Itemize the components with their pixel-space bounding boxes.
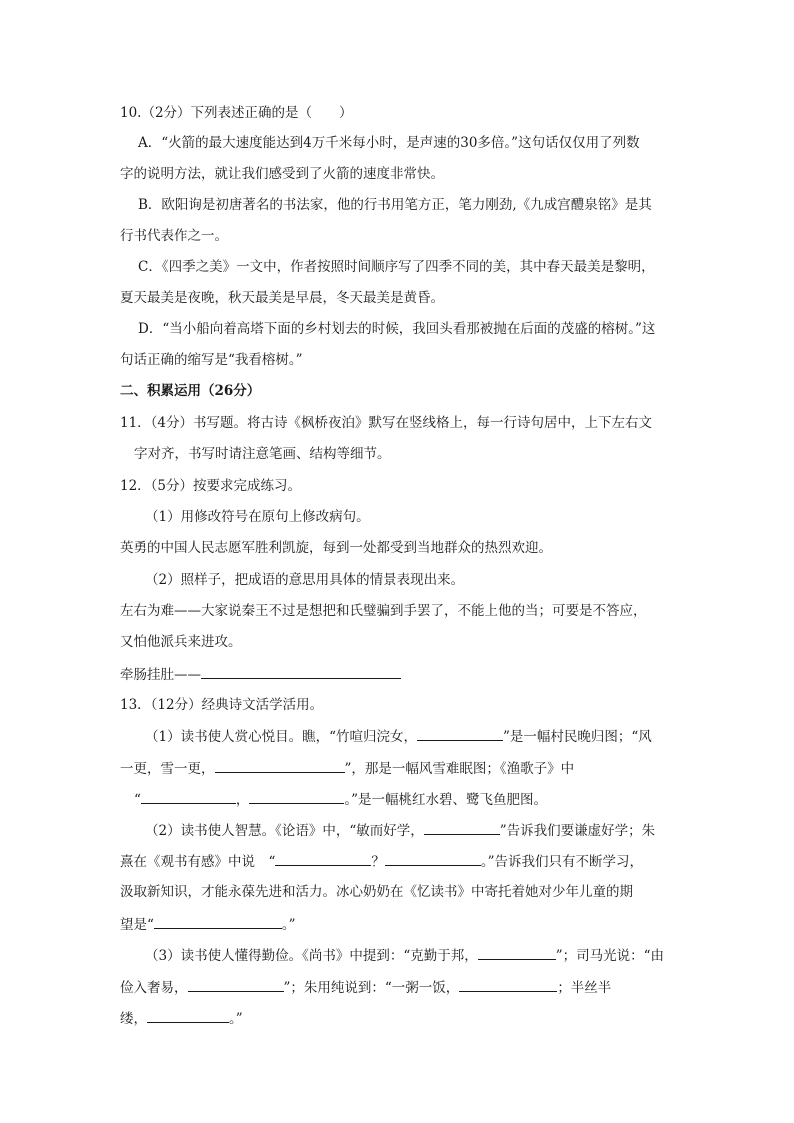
answer-blank[interactable] xyxy=(417,726,503,741)
answer-blank[interactable] xyxy=(147,1008,229,1023)
question-13-part3-line3 xyxy=(120,1008,243,1029)
answer-blank[interactable] xyxy=(478,945,556,960)
text-segment: ”；司马光说：“由 xyxy=(555,948,665,964)
option-d-line2: 句话正确的缩写是“我看榕树。” xyxy=(120,352,303,368)
text-segment: ”；朱用纯说到：“一粥一饭， xyxy=(283,980,460,996)
answer-blank[interactable] xyxy=(201,664,401,679)
question-10-stem: 10.（2分）下列表述正确的是（ ） xyxy=(120,105,353,121)
text-segment: 缕， xyxy=(120,1011,147,1027)
question-12-part1: （1）用修改符号在原句上修改病句。 xyxy=(145,509,370,525)
text-segment: 。” xyxy=(229,1011,243,1027)
answer-blank[interactable] xyxy=(215,758,345,773)
text-segment: 熹在《观书有感》中说 “ xyxy=(120,854,276,870)
question-12-task xyxy=(120,664,401,685)
answer-blank[interactable] xyxy=(275,851,371,866)
text-segment: 。” xyxy=(281,917,296,933)
question-13-part1-line3 xyxy=(134,789,547,810)
question-12-sentence: 英勇的中国人民志愿军胜利凯旋，每到一处都受到当地群众的热烈欢迎。 xyxy=(120,540,552,556)
option-b-line2: 行书代表作之一。 xyxy=(120,228,228,244)
question-13-part3-line1 xyxy=(145,945,664,966)
question-12-stem: 12．（5分）按要求完成练习。 xyxy=(120,478,302,494)
text-segment: 。”告诉我们只有不断学习， xyxy=(480,854,644,870)
question-13-part3-line2 xyxy=(120,977,611,998)
question-13-part2-line2 xyxy=(120,851,643,872)
text-segment: （2）读书使人智慧。《论语》中，“敏而好学， xyxy=(145,823,424,839)
text-segment: 俭入奢易， xyxy=(120,980,188,996)
text-segment: “ xyxy=(134,792,141,808)
option-a-line1: A．“火箭的最大速度能达到4万千米每小时，是声速的30多倍。”这句话仅仅用了列数 xyxy=(138,135,640,151)
question-11-line2: 字对齐，书写时请注意笔画、结构等细节。 xyxy=(134,446,391,462)
task-label: 牵肠挂肚—— xyxy=(120,667,201,683)
option-b-line1: B．欧阳询是初唐著名的书法家，他的行书用笔方正，笔力刚劲,《九成宫醴泉铭》是其 xyxy=(138,197,652,213)
question-13-stem: 13．（12分）经典诗文活学活用。 xyxy=(120,697,324,713)
question-11-line1: 11．（4分）书写题。将古诗《枫桥夜泊》默写在竖线格上，每一行诗句居中，上下左右文 xyxy=(120,415,653,431)
text-segment: （3）读书使人懂得勤俭。《尚书》中提到：“克勤于邦， xyxy=(145,948,478,964)
question-13-part1-line2 xyxy=(120,758,574,779)
answer-blank[interactable] xyxy=(249,789,344,804)
text-segment: 。”是一幅桃红水碧、鹭飞鱼肥图。 xyxy=(344,792,548,808)
question-12-part2: （2）照样子，把成语的意思用具体的情景表现出来。 xyxy=(145,572,465,588)
answer-blank[interactable] xyxy=(424,820,500,835)
answer-blank[interactable] xyxy=(459,977,557,992)
text-segment: ”，那是一幅风雪难眠图；《渔歌子》中 xyxy=(344,761,575,777)
option-c-line2: 夏天最美是夜晚，秋天最美是早晨，冬天最美是黄昏。 xyxy=(120,290,444,306)
question-13-part1-line1 xyxy=(145,726,652,747)
option-d-line1: D．“当小船向着高塔下面的乡村划去的时候，我回头看那被抛在后面的茂盛的榕树。”这 xyxy=(138,321,656,337)
answer-blank[interactable] xyxy=(188,977,284,992)
question-13-part2-line4 xyxy=(120,914,296,935)
text-segment: ？ xyxy=(371,854,385,870)
section-title: 二、积累运用（26分） xyxy=(120,383,261,399)
text-segment: （1）读书使人赏心悦目。瞧，“竹喧归浣女， xyxy=(145,729,417,745)
text-segment: 一更，雪一更， xyxy=(120,761,215,777)
text-segment: ”告诉我们要谦虚好学；朱 xyxy=(499,823,656,839)
option-a-line2: 字的说明方法，就让我们感受到了火箭的速度非常快。 xyxy=(120,166,444,182)
question-13-part2-line3: 汲取新知识，才能永葆先进和活力。冰心奶奶在《忆读书》中寄托着她对少年儿童的期 xyxy=(120,884,633,900)
question-13-part2-line1 xyxy=(145,820,655,841)
question-12-example-line2: 又怕他派兵来进攻。 xyxy=(120,634,242,650)
text-segment: 望是“ xyxy=(120,917,154,933)
option-c-line1: C．《四季之美》一文中，作者按照时间顺序写了四季不同的美，其中春天最美是黎明， xyxy=(138,259,655,275)
answer-blank[interactable] xyxy=(141,789,236,804)
answer-blank[interactable] xyxy=(154,914,282,929)
text-segment: ， xyxy=(235,792,250,808)
text-segment: ；半丝半 xyxy=(557,980,612,996)
question-12-example-line1: 左右为难——大家说秦王不过是想把和氏璧骗到手罢了，不能上他的当；可要是不答应， xyxy=(120,603,647,619)
answer-blank[interactable] xyxy=(385,851,481,866)
text-segment: ”是一幅村民晚归图；“风 xyxy=(503,729,652,745)
